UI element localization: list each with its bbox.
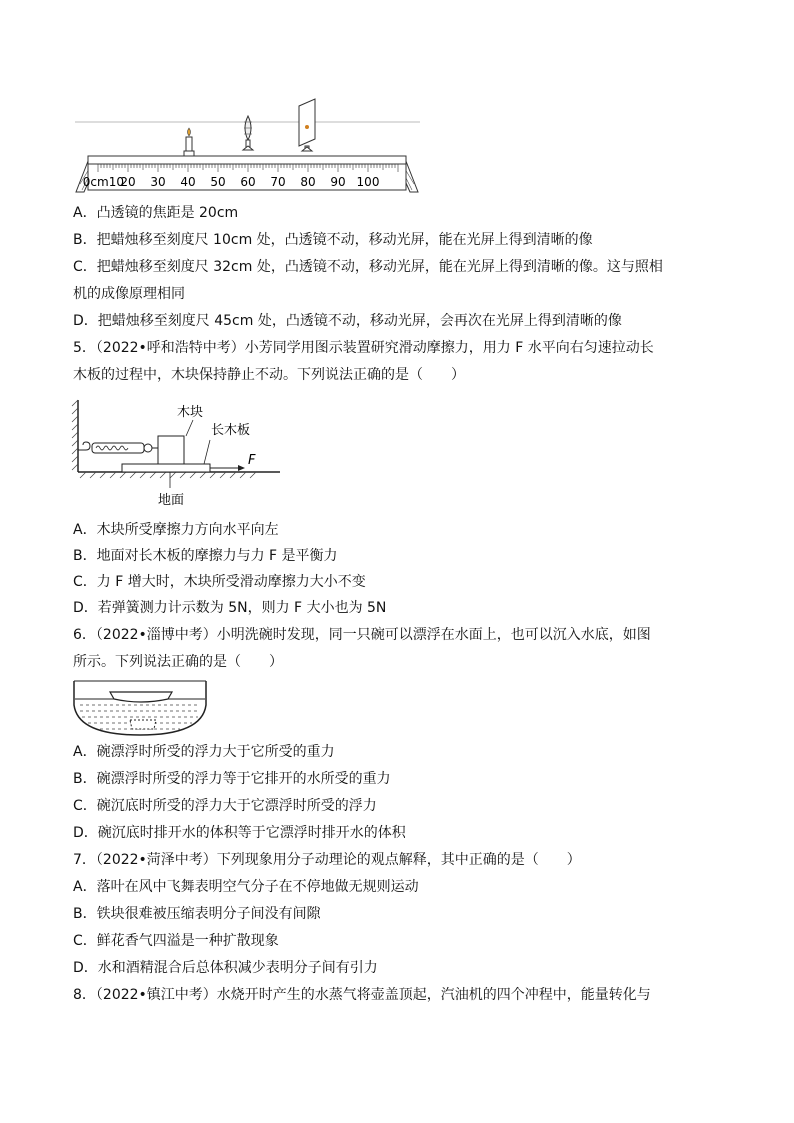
ruler-label: 60 <box>240 175 256 189</box>
label-long-board: 长木板 <box>211 423 251 438</box>
label-wood-block: 木块 <box>177 405 204 420</box>
friction-experiment-figure <box>70 396 285 512</box>
wood-block <box>158 436 184 464</box>
ruler-label: 50 <box>210 175 226 189</box>
convex-lens-icon <box>243 116 253 150</box>
q4-option-c-cont: 机的成像原理相同 <box>73 286 185 302</box>
q5-stem-cont: 木板的过程中，木块保持静止不动。下列说法正确的是（ ） <box>73 367 465 383</box>
ruler-label: 100 <box>356 175 380 189</box>
long-board <box>122 464 210 472</box>
q5-option-b: B．地面对长木板的摩擦力与力 F 是平衡力 <box>73 548 338 564</box>
sunk-bowl-icon <box>130 720 156 729</box>
q4-option-a: A．凸透镜的焦距是 20cm <box>73 205 239 221</box>
label-force: F <box>248 453 256 468</box>
q4-option-c: C．把蜡烛移至刻度尺 32cm 处，凸透镜不动，移动光屏，能在光屏上得到清晰的像。这与照相 <box>73 259 663 275</box>
q7-option-a: A．落叶在风中飞舞表明空气分子在不停地做无规则运动 <box>73 879 419 895</box>
ruler-label: 90 <box>330 175 346 189</box>
ruler-label: 30 <box>150 175 166 189</box>
ruler-label: 80 <box>300 175 316 189</box>
q6-option-d: D．碗沉底时排开水的体积等于它漂浮时排开水的体积 <box>73 825 406 841</box>
spring-scale-icon <box>78 442 158 453</box>
candle-icon <box>184 128 194 156</box>
q7-option-b: B．铁块很难被压缩表明分子间没有间隙 <box>73 906 321 922</box>
light-screen-icon <box>299 99 315 151</box>
optical-bench-figure <box>70 94 430 198</box>
q5-option-d: D．若弹簧测力计示数为 5N，则力 F 大小也为 5N <box>73 600 387 616</box>
q6-option-b: B．碗漂浮时所受的浮力等于它排开的水所受的重力 <box>73 771 391 787</box>
q6-option-a: A．碗漂浮时所受的浮力大于它所受的重力 <box>73 744 335 760</box>
q7-option-c: C．鲜花香气四溢是一种扩散现象 <box>73 933 279 949</box>
q5-option-a: A．木块所受摩擦力方向水平向左 <box>73 522 279 538</box>
q7-option-d: D．水和酒精混合后总体积减少表明分子间有引力 <box>73 960 378 976</box>
q4-option-d: D．把蜡烛移至刻度尺 45cm 处，凸透镜不动，移动光屏，会再次在光屏上得到清晰的像 <box>73 313 622 329</box>
ruler-label: 20 <box>120 175 136 189</box>
label-ground: 地面 <box>158 493 185 508</box>
q5-stem: 5．（2022•呼和浩特中考）小芳同学用图示装置研究滑动摩擦力，用力 F 水平向右匀速拉动长 <box>73 340 654 356</box>
q8-stem: 8．（2022•镇江中考）水烧开时产生的水蒸气将壶盖顶起，汽油机的四个冲程中，能量转化与 <box>73 987 651 1003</box>
q6-stem-cont: 所示。下列说法正确的是（ ） <box>73 654 283 670</box>
bowl-in-basin-figure <box>70 677 210 739</box>
ruler-label: 40 <box>180 175 196 189</box>
q5-option-c: C．力 F 增大时，木块所受滑动摩擦力大小不变 <box>73 574 366 590</box>
ruler-label: 70 <box>270 175 286 189</box>
floating-bowl-icon <box>110 692 172 702</box>
ruler-label: 0cm10 <box>82 175 124 189</box>
q7-stem: 7．（2022•菏泽中考）下列现象用分子动理论的观点解释，其中正确的是（ ） <box>73 852 581 868</box>
q6-option-c: C．碗沉底时所受的浮力大于它漂浮时所受的浮力 <box>73 798 377 814</box>
q6-stem: 6．（2022•淄博中考）小明洗碗时发现，同一只碗可以漂浮在水面上，也可以沉入水底，如图 <box>73 627 651 643</box>
q4-option-b: B．把蜡烛移至刻度尺 10cm 处，凸透镜不动，移动光屏，能在光屏上得到清晰的像 <box>73 232 593 248</box>
